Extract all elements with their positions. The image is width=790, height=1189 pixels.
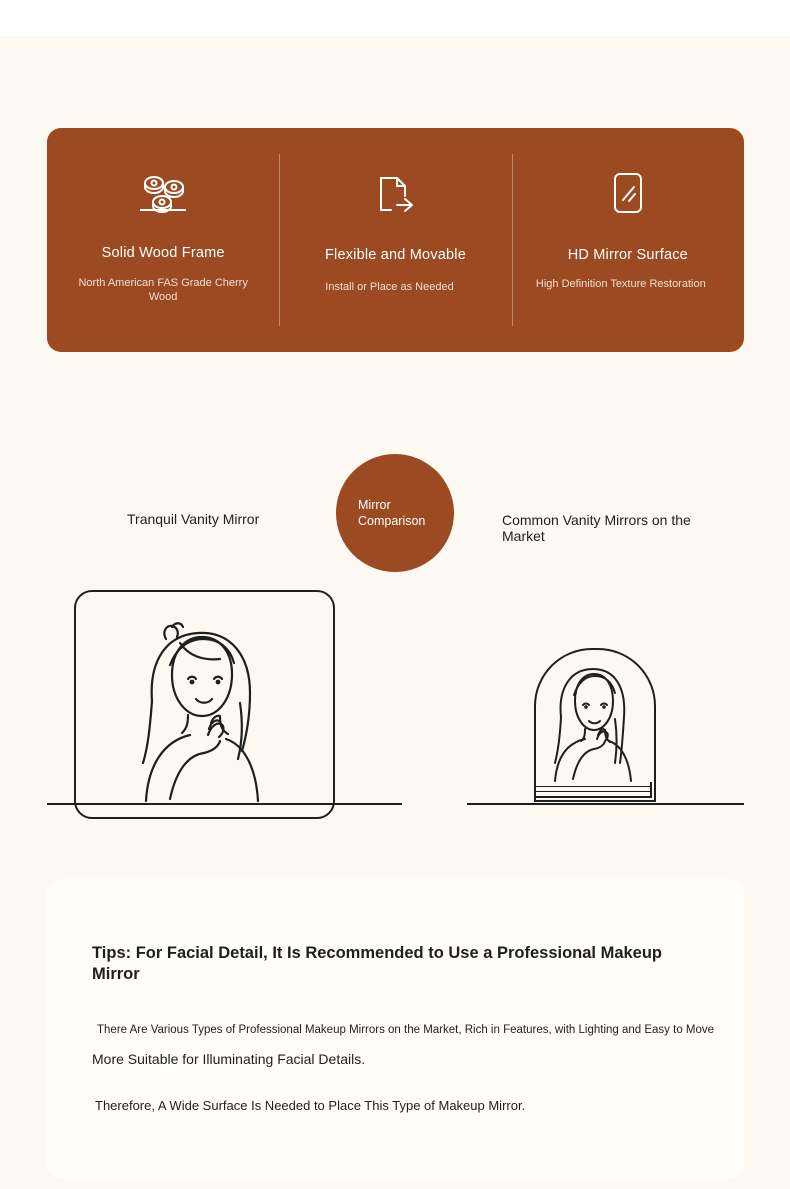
feature-item bbox=[512, 128, 744, 352]
mirror-surface-icon bbox=[597, 166, 659, 222]
tips-line-3: Therefore, A Wide Surface Is Needed to Place This Type of Makeup Mirror. bbox=[95, 1098, 526, 1113]
comparison-left-label: Tranquil Vanity Mirror bbox=[127, 511, 260, 527]
top-white-band bbox=[0, 0, 790, 36]
feature-item bbox=[47, 128, 279, 352]
tips-title: Tips: For Facial Detail, It Is Recommended to Use a Professional Makeup Mirror bbox=[92, 944, 663, 983]
feature-subtitle: North American FAS Grade Cherry Wood bbox=[78, 277, 248, 303]
feature-title: Solid Wood Frame bbox=[101, 245, 225, 261]
comparison-right-label: Common Vanity Mirrors on the Market bbox=[502, 512, 691, 544]
feature-item bbox=[279, 128, 511, 352]
comparison-badge-label: Mirror Comparison bbox=[358, 498, 426, 528]
tips-line-2: More Suitable for Illuminating Facial Details. bbox=[92, 1051, 366, 1067]
wood-logs-icon bbox=[132, 166, 194, 222]
tips-line-1: There Are Various Types of Professional Makeup Mirrors on the Market, Rich in Features, with Lighting and Easy to Move bbox=[97, 1024, 715, 1036]
feature-subtitle: High Definition Texture Restoration bbox=[535, 278, 706, 290]
features-card bbox=[47, 128, 744, 352]
feature-title: HD Mirror Surface bbox=[567, 247, 688, 263]
ground-line-right bbox=[467, 803, 744, 805]
movable-page-icon bbox=[364, 168, 426, 224]
person-illustration-right bbox=[537, 647, 649, 792]
feature-title: Flexible and Movable bbox=[324, 247, 466, 263]
tips-card bbox=[47, 879, 744, 1179]
feature-subtitle: Install or Place as Needed bbox=[325, 281, 454, 293]
person-illustration-left bbox=[110, 583, 290, 828]
comparison-badge bbox=[336, 454, 454, 572]
comparison-illustrations bbox=[0, 575, 790, 845]
